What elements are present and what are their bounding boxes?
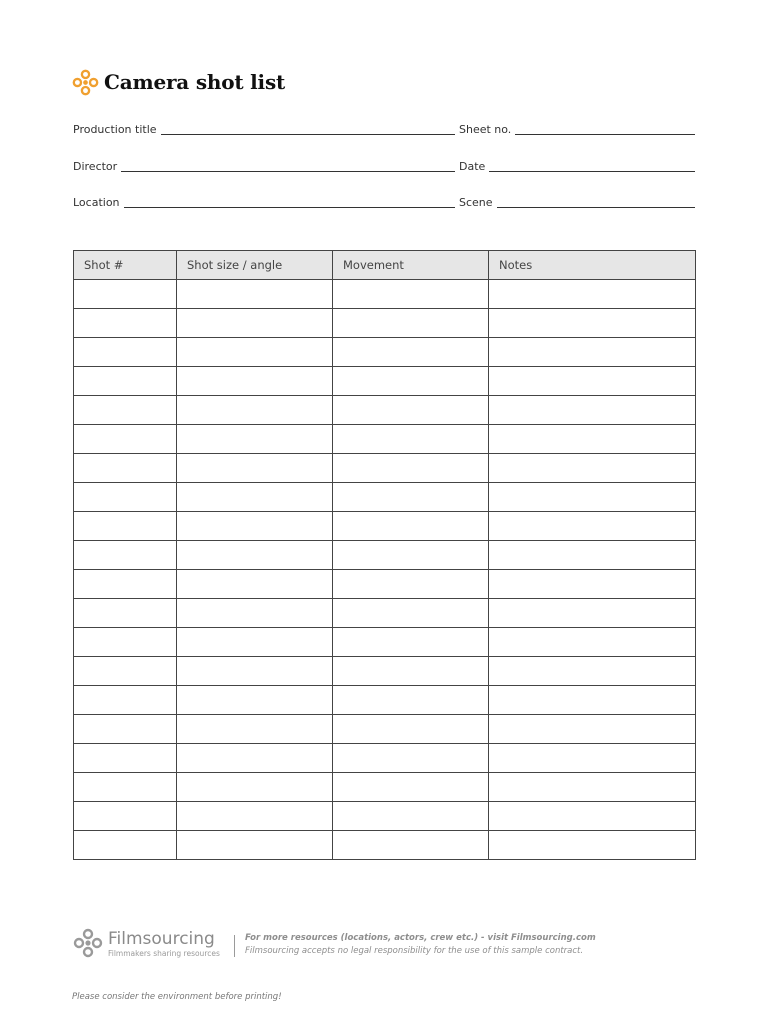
director-label: Director <box>73 160 118 173</box>
table-cell[interactable] <box>489 309 696 338</box>
footer-info <box>245 932 596 958</box>
shot-list-table <box>73 250 695 860</box>
brand-name: Filmsourcing <box>108 929 215 949</box>
table-cell[interactable] <box>74 715 177 744</box>
footer-resources-link[interactable]: For more resources (locations, actors, crew etc.) - visit Filmsourcing.com <box>245 933 596 943</box>
table-cell[interactable] <box>489 512 696 541</box>
table-cell[interactable] <box>489 831 696 860</box>
table-cell[interactable] <box>333 628 489 657</box>
location-label: Location <box>73 196 120 209</box>
table-cell[interactable] <box>489 657 696 686</box>
table-cell[interactable] <box>74 628 177 657</box>
table-row <box>74 512 696 541</box>
sheet-no-label: Sheet no. <box>459 123 512 136</box>
table-cell[interactable] <box>177 773 333 802</box>
table-cell[interactable] <box>489 744 696 773</box>
environment-note: Please consider the environment before printing! <box>72 992 282 1002</box>
production-title-line[interactable] <box>161 134 455 135</box>
table-cell[interactable] <box>489 686 696 715</box>
table-cell[interactable] <box>177 512 333 541</box>
table-cell[interactable] <box>333 396 489 425</box>
footer-disclaimer: Filmsourcing accepts no legal responsibility for the use of this sample contract. <box>245 946 584 956</box>
table-cell[interactable] <box>333 773 489 802</box>
table-cell[interactable] <box>489 425 696 454</box>
table-cell[interactable] <box>74 396 177 425</box>
table-row <box>74 367 696 396</box>
table-cell[interactable] <box>489 367 696 396</box>
sheet-no-line[interactable] <box>515 134 695 135</box>
table-cell[interactable] <box>177 454 333 483</box>
table-row <box>74 309 696 338</box>
table-cell[interactable] <box>489 483 696 512</box>
column-header-notes: Notes <box>489 251 696 280</box>
flower-icon <box>72 69 99 96</box>
table-cell[interactable] <box>74 512 177 541</box>
director-field[interactable] <box>73 159 455 173</box>
table-cell[interactable] <box>489 541 696 570</box>
table-cell[interactable] <box>74 338 177 367</box>
table-cell[interactable] <box>74 831 177 860</box>
table-cell[interactable] <box>333 309 489 338</box>
flower-icon <box>72 927 104 961</box>
table-cell[interactable] <box>489 280 696 309</box>
table-cell[interactable] <box>177 483 333 512</box>
table-header-row <box>74 251 696 280</box>
table-cell[interactable] <box>489 715 696 744</box>
table-row <box>74 628 696 657</box>
table-cell[interactable] <box>74 599 177 628</box>
scene-line[interactable] <box>497 207 695 208</box>
table-cell[interactable] <box>177 309 333 338</box>
table-row <box>74 831 696 860</box>
table-row <box>74 280 696 309</box>
footer-divider <box>234 935 235 957</box>
table-cell[interactable] <box>333 744 489 773</box>
table-row <box>74 454 696 483</box>
table-cell[interactable] <box>489 396 696 425</box>
filmsourcing-logo <box>72 927 220 961</box>
table-cell[interactable] <box>74 657 177 686</box>
table-cell[interactable] <box>489 599 696 628</box>
table-cell[interactable] <box>74 802 177 831</box>
table-row <box>74 396 696 425</box>
date-field[interactable] <box>459 159 695 173</box>
table-row <box>74 483 696 512</box>
table-cell[interactable] <box>489 338 696 367</box>
table-cell[interactable] <box>177 744 333 773</box>
table-cell[interactable] <box>177 338 333 367</box>
sheet-no-field[interactable] <box>459 122 695 136</box>
table-cell[interactable] <box>333 454 489 483</box>
document-header <box>72 66 285 98</box>
table-cell[interactable] <box>74 454 177 483</box>
table-cell[interactable] <box>74 367 177 396</box>
date-label: Date <box>459 160 486 173</box>
table-row <box>74 744 696 773</box>
table-cell[interactable] <box>74 483 177 512</box>
column-header-shot-size-angle: Shot size / angle <box>177 251 333 280</box>
date-line[interactable] <box>489 171 695 172</box>
table-cell[interactable] <box>333 338 489 367</box>
table-row <box>74 715 696 744</box>
table-cell[interactable] <box>489 802 696 831</box>
table-row <box>74 773 696 802</box>
table-cell[interactable] <box>489 570 696 599</box>
table-cell[interactable] <box>74 570 177 599</box>
production-title-label: Production title <box>73 123 157 136</box>
table-row <box>74 686 696 715</box>
table-cell[interactable] <box>177 280 333 309</box>
director-line[interactable] <box>121 171 455 172</box>
table-cell[interactable] <box>74 686 177 715</box>
table-cell[interactable] <box>333 541 489 570</box>
table-row <box>74 541 696 570</box>
table-cell[interactable] <box>177 599 333 628</box>
location-line[interactable] <box>124 207 455 208</box>
table-cell[interactable] <box>74 280 177 309</box>
table-cell[interactable] <box>177 396 333 425</box>
table-cell[interactable] <box>333 280 489 309</box>
table-cell[interactable] <box>177 802 333 831</box>
table-cell[interactable] <box>74 309 177 338</box>
scene-field[interactable] <box>459 195 695 209</box>
table-cell[interactable] <box>333 686 489 715</box>
table-cell[interactable] <box>177 831 333 860</box>
table-cell[interactable] <box>74 773 177 802</box>
page-title: Camera shot list <box>104 70 286 94</box>
table-row <box>74 599 696 628</box>
table-cell[interactable] <box>333 570 489 599</box>
table-cell[interactable] <box>333 425 489 454</box>
brand-tagline: Filmmakers sharing resources <box>108 949 220 958</box>
scene-label: Scene <box>459 196 493 209</box>
table-cell[interactable] <box>333 367 489 396</box>
table-row <box>74 425 696 454</box>
table-cell[interactable] <box>333 512 489 541</box>
table-cell[interactable] <box>177 628 333 657</box>
table-cell[interactable] <box>333 483 489 512</box>
table-cell[interactable] <box>333 831 489 860</box>
table-cell[interactable] <box>74 744 177 773</box>
table-cell[interactable] <box>333 715 489 744</box>
table-cell[interactable] <box>74 541 177 570</box>
table-cell[interactable] <box>74 425 177 454</box>
table-cell[interactable] <box>489 628 696 657</box>
table-cell[interactable] <box>333 657 489 686</box>
table-cell[interactable] <box>177 541 333 570</box>
table-cell[interactable] <box>333 802 489 831</box>
table-row <box>74 570 696 599</box>
table-cell[interactable] <box>177 715 333 744</box>
column-header-shot-number: Shot # <box>74 251 177 280</box>
table-cell[interactable] <box>177 425 333 454</box>
table-cell[interactable] <box>489 773 696 802</box>
table-cell[interactable] <box>333 599 489 628</box>
table-cell[interactable] <box>177 686 333 715</box>
table-row <box>74 338 696 367</box>
table-cell[interactable] <box>177 367 333 396</box>
table-cell[interactable] <box>489 454 696 483</box>
table-cell[interactable] <box>177 657 333 686</box>
table-row <box>74 802 696 831</box>
location-field[interactable] <box>73 195 455 209</box>
table-cell[interactable] <box>177 570 333 599</box>
table-row <box>74 657 696 686</box>
production-title-field[interactable] <box>73 122 455 136</box>
column-header-movement: Movement <box>333 251 489 280</box>
